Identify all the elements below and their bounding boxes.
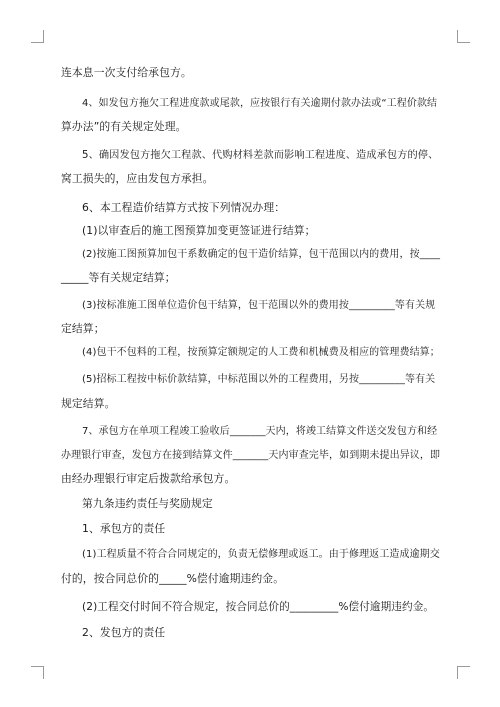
text-line: 6、本工程造价结算方式按下列情况办理：: [82, 201, 286, 214]
text-line: 由经办理银行审定后拨款给承包方。: [61, 472, 236, 485]
text-line: (2)按施工图预算加包干系数确定的包干造价结算，包干范围以内的费用，按____: [82, 249, 441, 260]
text-line: 窝工损失的，应由发包方承担。: [61, 172, 214, 185]
corner-mark-top-left: [31, 30, 44, 43]
corner-mark-top-right: [457, 30, 470, 43]
text-line: 算办法”的有关规定处理。: [61, 120, 187, 133]
text-line: 2、发包方的责任: [82, 626, 166, 639]
text-line: (3)按标准施工图单位造价包干结算，包干范围以外的费用按_________等有关规: [82, 300, 436, 311]
corner-mark-bottom-left: [31, 666, 44, 679]
text-line: _____等有关规定结算；: [61, 271, 176, 284]
text-line: (1)工程质量不符合合同规定的，负责无偿修理或返工。由于修理返工造成逾期交: [82, 549, 440, 560]
text-line: (1)以审查后的施工图预算加变更签证进行结算；: [82, 224, 316, 237]
text-line: 付的，按合同总价的_____%偿付逾期违约金。: [61, 572, 285, 585]
text-line: (5)招标工程按中标价款结算，中标范围以外的工程费用，另按_________等有关: [82, 374, 436, 385]
text-line: 1、承包方的责任: [82, 522, 166, 535]
text-line: 连本息一次支付给承包方。: [61, 66, 192, 79]
text-line: 办理银行审查，发包方在接到结算文件_______天内审查完毕，如到期未提出异议，即: [61, 450, 441, 461]
corner-mark-bottom-right: [457, 666, 470, 679]
text-line: 7、承包方在单项工程竣工验收后_______天内，将竣工结算文件送交发包方和经: [82, 426, 438, 437]
text-line: 规定结算。: [61, 397, 116, 410]
text-line: 4、如发包方拖欠工程进度款或尾款，应按银行有关逾期付款办法或“工程价款结: [82, 98, 438, 109]
text-line: (4)包干不包料的工程，按预算定额规定的人工费和机械费及相应的管理费结算；: [82, 347, 440, 358]
text-line: 定结算；: [61, 322, 105, 335]
section-heading: 第九条违约责任与奖励规定: [82, 497, 213, 510]
text-line: (2)工程交付时间不符合规定，按合同总价的_________%偿付逾期违约金。: [82, 601, 435, 613]
text-line: 5、确因发包方拖欠工程款、代购材料差款而影响工程进度、造成承包方的停、: [82, 150, 439, 161]
